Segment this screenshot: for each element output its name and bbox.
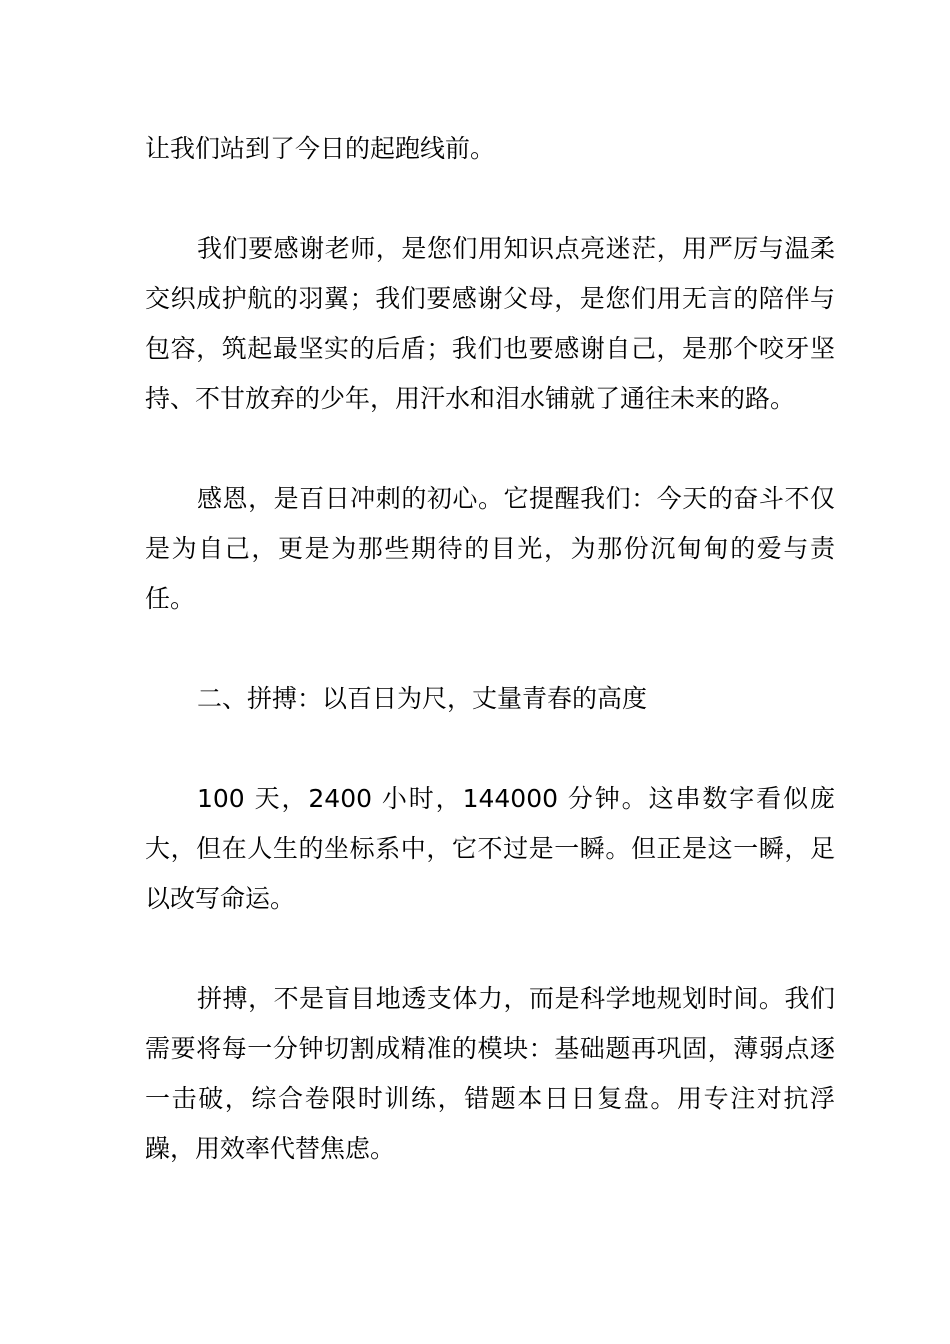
paragraph-strive-plan: 拼搏，不是盲目地透支体力，而是科学地规划时间。我们需要将每一分钟切割成精准的模块：基础题再巩固，薄弱点逐一击破，综合卷限时训练，错题本日日复盘。用专注对抗浮躁，用效率代替焦虑。 <box>145 984 835 1163</box>
paragraph-hundred-days: 100 天，2400 小时，144000 分钟。这串数字看似庞大，但在人生的坐标系中，它不过是一瞬。但正是这一瞬，足以改写命运。 <box>145 784 835 913</box>
document-page <box>145 124 835 1224</box>
paragraph-continuation: 让我们站到了今日的起跑线前。 <box>145 134 496 163</box>
paragraph-gratitude-thanks: 我们要感谢老师，是您们用知识点亮迷茫，用严厉与温柔交织成护航的羽翼；我们要感谢父母，是您们用无言的陪伴与包容，筑起最坚实的后盾；我们也要感谢自己，是那个咬牙坚持、不甘放弃的少年，用汗水和泪水铺就了通往未来的路。 <box>145 234 835 413</box>
section-heading-strive: 二、拼搏：以百日为尺，丈量青春的高度 <box>197 684 648 713</box>
paragraph-gratitude-summary: 感恩，是百日冲刺的初心。它提醒我们：今天的奋斗不仅是为自己，更是为那些期待的目光，为那份沉甸甸的爱与责任。 <box>145 484 835 613</box>
